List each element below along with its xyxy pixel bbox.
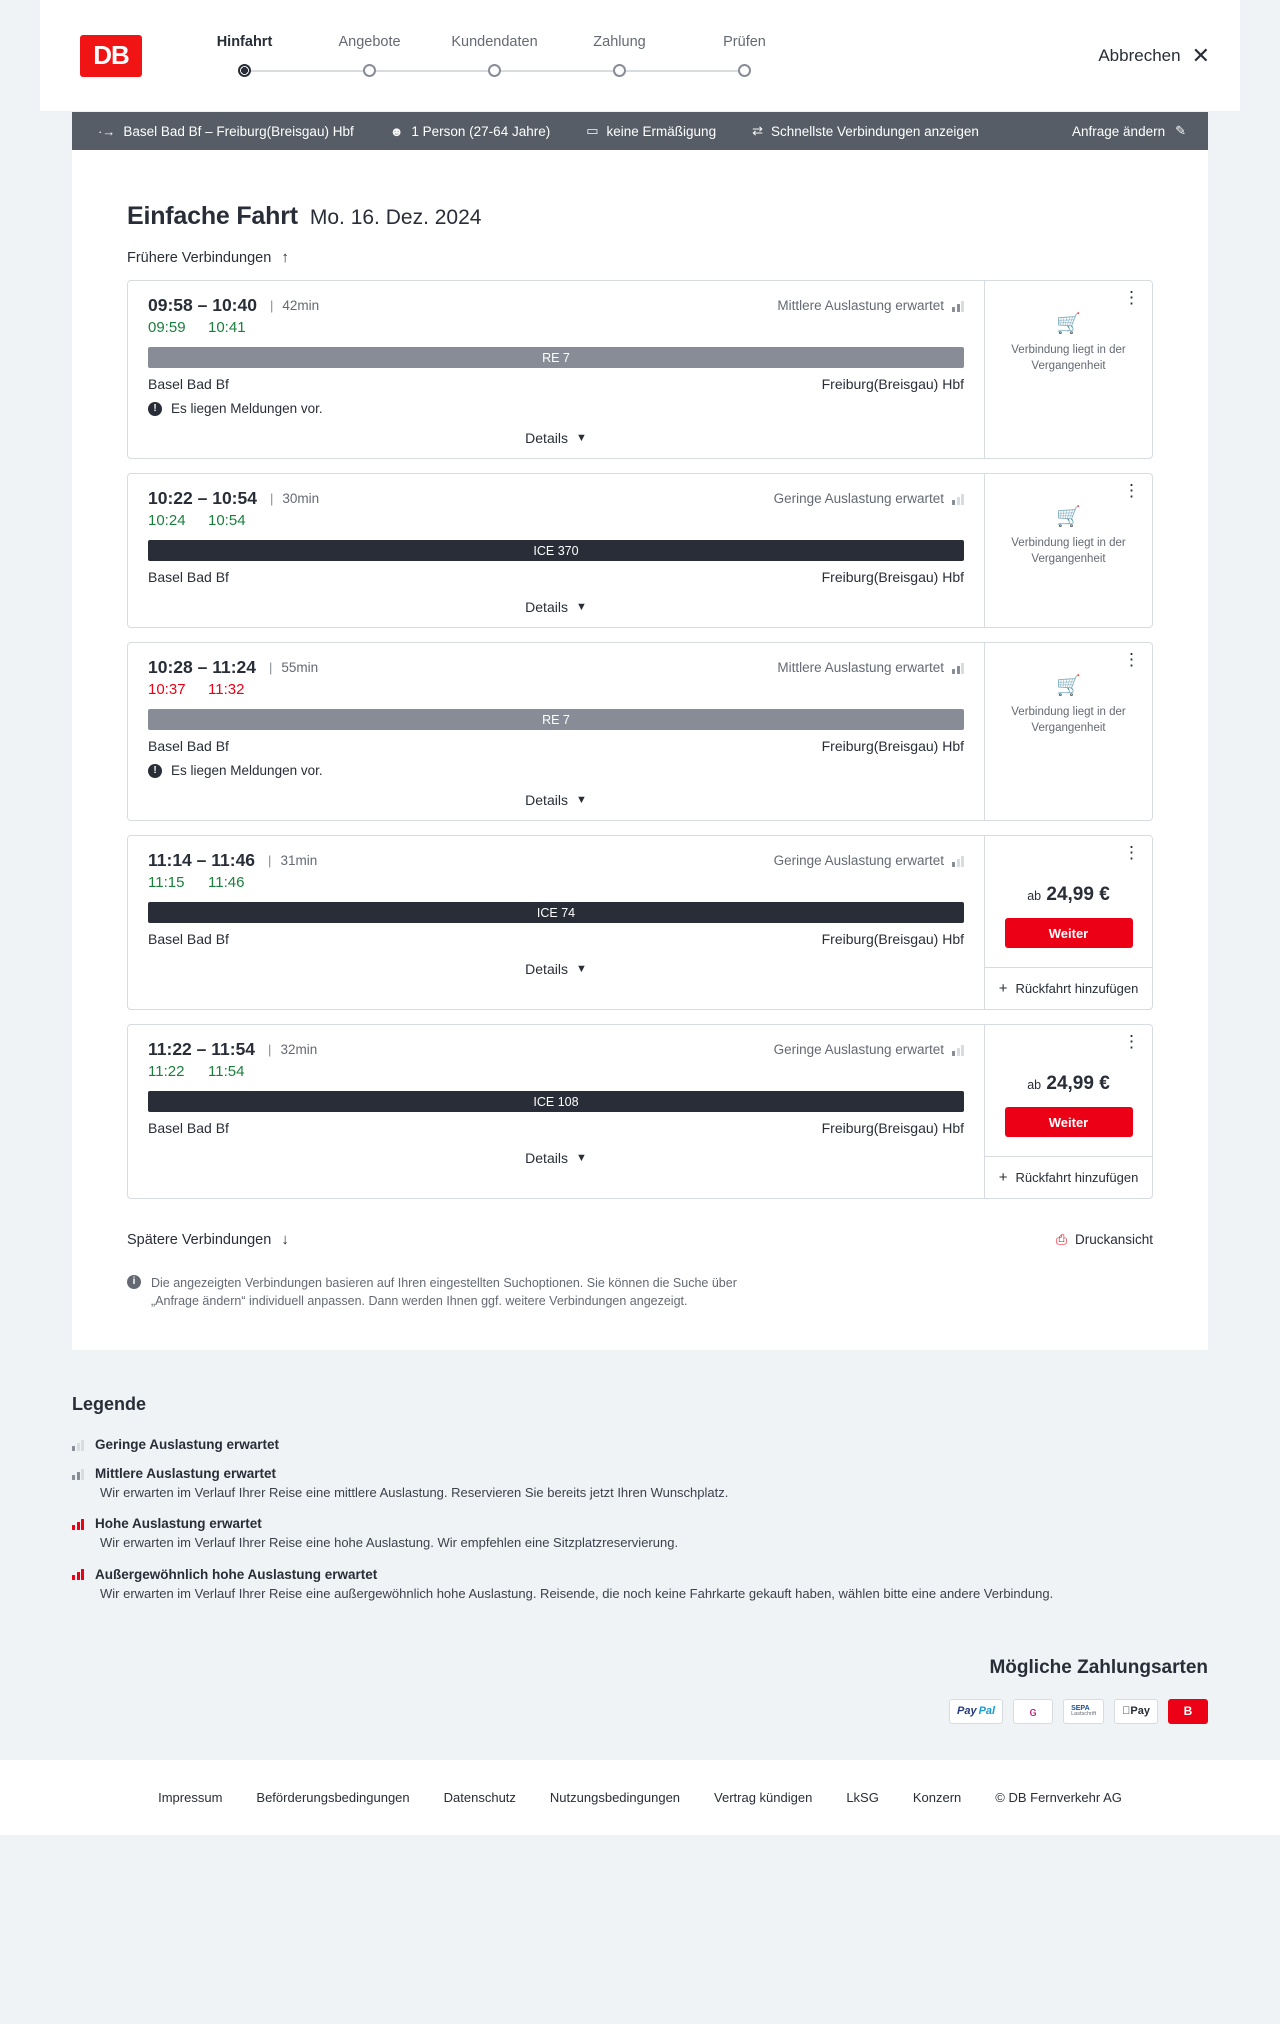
step-label: Zahlung [593, 33, 646, 50]
legend-item-head [72, 1567, 1208, 1582]
connection-duration: 31min [280, 853, 318, 868]
past-connection-text: Verbindung liegt in der Vergangenheit [1011, 537, 1126, 565]
realtime-arrival: 10:41 [208, 319, 246, 336]
legend-item-title: Mittlere Auslastung erwartet [95, 1466, 277, 1482]
destination-station: Freiburg(Breisgau) Hbf [821, 1120, 964, 1136]
alert-icon: ! [148, 764, 162, 778]
legend-item [72, 1466, 1208, 1502]
connection-time-range: 11:14 – 11:46 [148, 850, 256, 870]
utilization-bars-icon [952, 1044, 964, 1056]
step-dot[interactable] [238, 64, 251, 77]
utilization-label: Geringe Auslastung erwartet [773, 853, 944, 868]
stations-row [148, 738, 964, 754]
add-return-trip-label: Rückfahrt hinzufügen [1015, 981, 1139, 996]
connection-details [128, 281, 984, 458]
price-prefix: ab [1027, 1078, 1042, 1092]
connection-message [148, 401, 964, 416]
payment-title: Mögliche Zahlungsarten [989, 1656, 1208, 1678]
summary-discount [568, 123, 734, 139]
realtime-row [148, 681, 964, 698]
results-bottom-row [127, 1213, 1153, 1248]
separator: | [269, 491, 274, 506]
connection-details [128, 643, 984, 820]
later-connections-button[interactable] [127, 1231, 289, 1248]
page-title-text: Einfache Fahrt [127, 202, 298, 230]
printer-icon: ⎙ [1056, 1231, 1067, 1247]
search-note-text: Die angezeigten Verbindungen basieren auf Ihren eingestellten Suchoptionen. Sie können die Suche über „Anfrage ändern“ individuell anpassen. Dann werden Ihnen ggf. weitere Verbindungen angezeigt. [151, 1276, 737, 1309]
connection-list [127, 280, 1153, 1199]
footer-link[interactable]: Nutzungsbedingungen [549, 1789, 681, 1805]
summary-route-label: Basel Bad Bf – Freiburg(Breisgau) Hbf [123, 123, 354, 139]
booking-stepper [182, 34, 807, 78]
step-kundendaten[interactable] [432, 34, 557, 78]
price-label [1027, 1073, 1110, 1095]
connection-card [127, 473, 1153, 628]
utilization-label: Mittlere Auslastung erwartet [777, 660, 944, 675]
details-label: Details [525, 1150, 568, 1166]
step-dot-row [557, 64, 682, 78]
train-label: ICE 108 [148, 1091, 964, 1112]
utilization-bars-icon [952, 855, 964, 867]
realtime-arrival: 11:46 [208, 874, 245, 891]
details-label: Details [525, 961, 568, 977]
utilization-label: Geringe Auslastung erwartet [773, 491, 944, 506]
utilization-indicator [777, 298, 964, 313]
edit-search-label: Anfrage ändern [1072, 123, 1166, 139]
page-footer [0, 1760, 1280, 1835]
step-label: Kundendaten [451, 33, 538, 50]
connection-actions [984, 281, 1152, 458]
connection-actions [984, 643, 1152, 820]
utilization-bars-icon [952, 493, 964, 505]
connection-header-row [148, 295, 964, 316]
cancel-button[interactable] [1098, 42, 1210, 68]
apple-pay-icon: Pay [1114, 1699, 1158, 1724]
past-connection-text: Verbindung liegt in der Vergangenheit [1011, 706, 1126, 734]
details-toggle[interactable] [148, 1136, 964, 1178]
cart-disabled-icon: 🛒 [1056, 506, 1081, 528]
step-angebote[interactable] [307, 34, 432, 78]
filter-icon: ⇄ [752, 123, 763, 138]
plus-icon: + [998, 980, 1008, 997]
results-content [72, 150, 1208, 1350]
add-return-trip-label: Rückfahrt hinzufügen [1015, 1170, 1139, 1185]
continue-button[interactable]: Weiter [1005, 1107, 1133, 1137]
utilization-label: Mittlere Auslastung erwartet [777, 298, 944, 313]
details-label: Details [525, 599, 568, 615]
utilization-bars-icon [72, 1439, 84, 1451]
connection-card [127, 835, 1153, 1010]
connection-duration: 55min [281, 660, 319, 675]
step-dot[interactable] [738, 64, 751, 77]
destination-station: Freiburg(Breisgau) Hbf [821, 376, 964, 392]
payment-section [0, 1657, 1280, 1760]
page-title [127, 180, 1153, 231]
utilization-label: Geringe Auslastung erwartet [773, 1042, 944, 1057]
connection-actions [984, 1025, 1152, 1198]
alert-icon: ! [148, 402, 162, 416]
giropay-icon: ɢ [1013, 1699, 1053, 1724]
connection-time-range: 09:58 – 10:40 [148, 295, 257, 315]
stations-row [148, 931, 964, 947]
step-label: Angebote [338, 33, 401, 50]
legend-item-desc: Wir erwarten im Verlauf Ihrer Reise eine außergewöhnlich hohe Auslastung. Reisende, die noch keine Fahrkarte gekauft haben, wählen bitte eine andere Verbindung. [100, 1585, 1054, 1601]
connection-time-range: 11:22 – 11:54 [148, 1039, 256, 1059]
earlier-connections-label: Frühere Verbindungen [127, 249, 272, 266]
legend-title: Legende [72, 1394, 147, 1415]
utilization-bars-icon [952, 300, 964, 312]
step-dot[interactable] [488, 64, 501, 77]
utilization-indicator [774, 1042, 964, 1057]
legend-item-title: Geringe Auslastung erwartet [95, 1437, 280, 1453]
continue-button[interactable]: Weiter [1005, 918, 1133, 948]
step-dot[interactable] [363, 64, 376, 77]
train-label: RE 7 [148, 347, 964, 368]
connection-actions [984, 474, 1152, 627]
origin-station: Basel Bad Bf [148, 569, 229, 585]
app-header [40, 0, 1240, 112]
summary-travellers [372, 124, 569, 139]
page-title-date: Mo. 16. Dez. 2024 [309, 206, 482, 229]
legend-item [72, 1516, 1208, 1552]
realtime-departure: 11:15 [148, 874, 185, 891]
pencil-icon[interactable]: ✎ [1175, 123, 1186, 138]
details-toggle[interactable] [148, 947, 964, 989]
close-icon[interactable]: ✕ [1191, 42, 1210, 68]
step-label: Prüfen [723, 33, 766, 50]
chevron-down-icon: ▼ [575, 1152, 587, 1164]
summary-travellers-label: 1 Person (27-64 Jahre) [411, 123, 551, 139]
arrow-up-icon: ↑ [281, 249, 289, 266]
price-prefix: ab [1027, 889, 1042, 903]
summary-options [734, 123, 997, 139]
legend-item-head [72, 1516, 1208, 1531]
more-options-icon[interactable]: ⋮ [1123, 1032, 1140, 1051]
realtime-row [148, 512, 964, 529]
connection-details [128, 474, 984, 627]
price-label [1027, 884, 1110, 906]
search-note [127, 1274, 767, 1310]
connection-header-row [148, 488, 964, 509]
connection-duration: 32min [280, 1042, 318, 1057]
footer-link[interactable]: Impressum [158, 1789, 223, 1805]
realtime-row [148, 1063, 964, 1080]
step-dot-row [307, 64, 432, 78]
step-dot-row [432, 64, 557, 78]
info-icon: i [127, 1275, 141, 1289]
person-icon: ☻ [389, 123, 404, 139]
legend-item-title: Außergewöhnlich hohe Auslastung erwartet [95, 1566, 378, 1582]
separator: | [269, 298, 274, 313]
chevron-down-icon: ▼ [575, 432, 587, 444]
footer-links [72, 1790, 1208, 1805]
step-dot[interactable] [613, 64, 626, 77]
separator: | [269, 660, 273, 675]
connection-card [127, 1024, 1153, 1199]
connection-card [127, 642, 1153, 821]
connection-details [128, 1025, 984, 1198]
utilization-bars-icon [72, 1468, 84, 1480]
cart-disabled-icon: 🛒 [1056, 313, 1081, 335]
train-label: RE 7 [148, 709, 964, 730]
db-invoice-icon: B [1168, 1699, 1208, 1724]
utilization-bars-icon [952, 662, 964, 674]
step-label: Hinfahrt [216, 33, 273, 50]
chevron-down-icon: ▼ [575, 601, 587, 613]
step-zahlung[interactable] [557, 34, 682, 78]
origin-station: Basel Bad Bf [148, 931, 229, 947]
realtime-departure: 11:22 [148, 1063, 185, 1080]
origin-station: Basel Bad Bf [148, 376, 229, 392]
connection-header-row [148, 850, 964, 871]
add-return-trip-button[interactable] [999, 1157, 1139, 1198]
db-logo: DB [80, 35, 142, 77]
connection-header-row [148, 1039, 964, 1060]
chevron-down-icon: ▼ [575, 963, 587, 975]
legend-items [72, 1437, 1208, 1603]
print-view-label: Druckansicht [1074, 1232, 1153, 1247]
paypal-icon: Pay Pal [949, 1699, 1003, 1724]
plus-icon: + [998, 1169, 1008, 1186]
realtime-row [148, 319, 964, 336]
train-label: ICE 370 [148, 540, 964, 561]
utilization-indicator [777, 660, 964, 675]
summary-discount-label: keine Ermäßigung [606, 123, 717, 139]
train-label: ICE 74 [148, 902, 964, 923]
later-connections-label: Spätere Verbindungen [127, 1231, 272, 1248]
legend-item-desc: Wir erwarten im Verlauf Ihrer Reise eine mittlere Auslastung. Reservieren Sie bereits jetzt Ihren Wunschplatz. [100, 1485, 729, 1501]
summary-options-label: Schnellste Verbindungen anzeigen [770, 123, 979, 139]
sepa-icon: SEPA Lastschrift [1063, 1699, 1104, 1724]
origin-station: Basel Bad Bf [148, 1120, 229, 1136]
utilization-bars-icon [72, 1568, 84, 1580]
connection-actions [984, 836, 1152, 1009]
print-view-button[interactable] [1056, 1232, 1153, 1248]
more-options-icon[interactable]: ⋮ [1123, 843, 1140, 862]
legend-item [72, 1437, 1208, 1452]
realtime-departure: 10:24 [148, 512, 186, 529]
realtime-arrival: 11:54 [208, 1063, 245, 1080]
price-value: 24,99 € [1046, 1073, 1110, 1094]
card-icon: ▭ [586, 123, 599, 138]
connection-card [127, 280, 1153, 459]
connection-message-text: Es liegen Meldungen vor. [171, 401, 323, 416]
utilization-indicator [774, 491, 964, 506]
add-return-trip-button[interactable] [999, 968, 1139, 1009]
legend-item-head [72, 1466, 1208, 1481]
utilization-indicator [774, 853, 964, 868]
destination-station: Freiburg(Breisgau) Hbf [821, 931, 964, 947]
footer-link[interactable]: Vertrag kündigen [714, 1789, 813, 1805]
destination-station: Freiburg(Breisgau) Hbf [821, 569, 964, 585]
stations-row [148, 376, 964, 392]
chevron-down-icon: ▼ [575, 794, 587, 806]
connection-duration: 30min [282, 491, 320, 506]
cancel-label: Abbrechen [1098, 45, 1181, 65]
earlier-connections-button[interactable] [127, 249, 1153, 266]
step-prüfen[interactable] [682, 34, 807, 78]
realtime-arrival: 10:54 [208, 512, 246, 529]
more-options-icon[interactable]: ⋮ [1123, 288, 1140, 307]
legend-item-head [72, 1437, 1208, 1452]
footer-link[interactable]: LkSG [846, 1789, 879, 1805]
separator: | [268, 1042, 272, 1057]
details-label: Details [525, 430, 568, 446]
summary-route [90, 124, 372, 139]
route-arrow-icon: ·→ [98, 123, 116, 139]
utilization-bars-icon [72, 1518, 84, 1530]
destination-station: Freiburg(Breisgau) Hbf [821, 738, 964, 754]
footer-link[interactable]: Konzern [912, 1789, 962, 1805]
connection-time-range: 10:22 – 10:54 [148, 488, 257, 508]
legend-item-title: Hohe Auslastung erwartet [95, 1516, 262, 1532]
connection-message-text: Es liegen Meldungen vor. [171, 763, 323, 778]
separator: | [268, 853, 272, 868]
connection-message [148, 763, 964, 778]
price-value: 24,99 € [1046, 884, 1110, 905]
payment-icons [72, 1699, 1208, 1724]
legend-item-desc: Wir erwarten im Verlauf Ihrer Reise eine hohe Auslastung. Wir empfehlen eine Sitzplatzreservierung. [100, 1535, 679, 1551]
edit-search-button[interactable] [1054, 123, 1190, 139]
step-hinfahrt[interactable] [182, 34, 307, 78]
realtime-departure: 09:59 [148, 319, 186, 336]
past-connection-text: Verbindung liegt in der Vergangenheit [1011, 344, 1126, 372]
footer-copyright: © DB Fernverkehr AG [995, 1789, 1122, 1805]
details-toggle[interactable] [148, 585, 964, 627]
more-options-icon[interactable]: ⋮ [1123, 481, 1140, 500]
connection-details [128, 836, 984, 1009]
legend-item [72, 1567, 1208, 1603]
footer-link[interactable]: Beförderungsbedingungen [256, 1789, 410, 1805]
cart-disabled-icon: 🛒 [1056, 675, 1081, 697]
more-options-icon[interactable]: ⋮ [1123, 650, 1140, 669]
stations-row [148, 1120, 964, 1136]
details-toggle[interactable] [148, 778, 964, 820]
footer-link[interactable]: Datenschutz [443, 1789, 516, 1805]
realtime-row [148, 874, 964, 891]
realtime-arrival: 11:32 [208, 681, 245, 698]
realtime-departure: 10:37 [148, 681, 186, 698]
step-dot-row [182, 64, 307, 78]
connection-time-range: 10:28 – 11:24 [148, 657, 257, 677]
arrow-down-icon: ↓ [281, 1231, 289, 1248]
connection-duration: 42min [282, 298, 320, 313]
legend-section [0, 1350, 1280, 1657]
origin-station: Basel Bad Bf [148, 738, 229, 754]
search-summary-bar [72, 112, 1208, 150]
connection-header-row [148, 657, 964, 678]
details-toggle[interactable] [148, 416, 964, 458]
stations-row [148, 569, 964, 585]
step-dot-row [682, 64, 807, 78]
details-label: Details [525, 792, 568, 808]
